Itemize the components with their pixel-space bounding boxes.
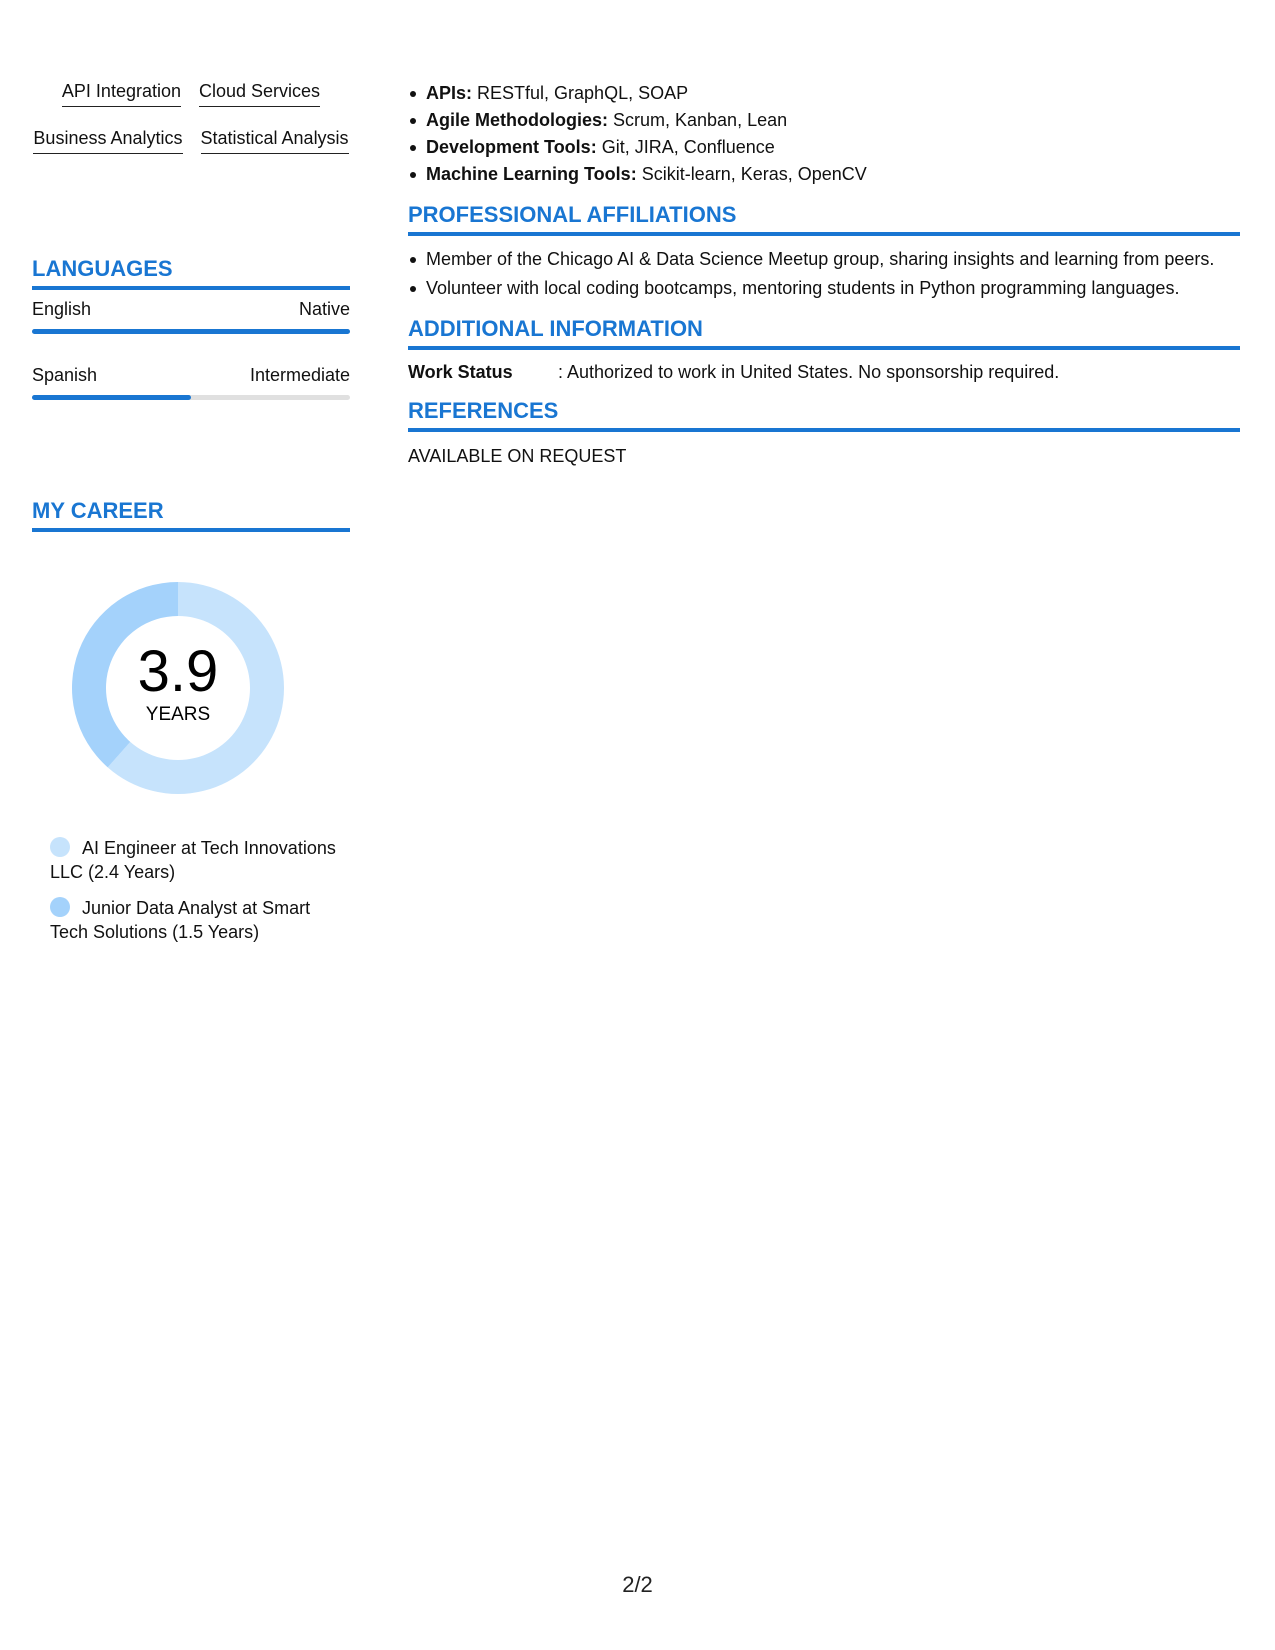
language-proficiency-bar [32, 395, 350, 400]
language-level: Native [298, 299, 350, 319]
legend-item [50, 836, 350, 884]
tool-label: Development Tools: [426, 137, 597, 157]
language-proficiency-fill [32, 329, 350, 334]
career-total [65, 640, 291, 726]
tool-value: Scikit-learn, Keras, OpenCV [636, 164, 867, 184]
tool-value: Git, JIRA, Confluence [596, 137, 775, 157]
language-level: Intermediate [249, 365, 350, 385]
career-legend [50, 836, 350, 956]
languages-heading: LANGUAGES [32, 256, 350, 290]
tools-list [408, 80, 1240, 188]
references-text: AVAILABLE ON REQUEST [408, 446, 627, 466]
work-status-row [408, 360, 1240, 384]
tool-item [426, 107, 1240, 134]
career-total-unit: YEARS [145, 704, 211, 725]
language-proficiency-bar [32, 329, 350, 334]
legend-item [50, 896, 350, 944]
tool-value: RESTful, GraphQL, SOAP [472, 83, 689, 103]
language-item [32, 364, 350, 400]
work-status-label: Work Status [408, 362, 513, 382]
affiliations-list [408, 246, 1240, 302]
affiliations-section [408, 202, 1240, 302]
affiliation-item: Member of the Chicago AI & Data Science Meetup group, sharing insights and learning from peers. [426, 246, 1240, 273]
work-status-value: : Authorized to work in United States. No sponsorship required. [558, 362, 1060, 382]
affiliation-item: Volunteer with local coding bootcamps, mentoring students in Python programming languages. [426, 275, 1240, 302]
tool-item [426, 80, 1240, 107]
skill-tag: Cloud Services [199, 80, 320, 107]
tool-item [426, 134, 1240, 161]
affiliations-heading: PROFESSIONAL AFFILIATIONS [408, 202, 1240, 236]
skill-tag: Business Analytics [33, 127, 182, 154]
language-proficiency-fill [32, 395, 191, 400]
skill-tag: Statistical Analysis [201, 127, 349, 154]
tool-item [426, 161, 1240, 188]
references-section [408, 398, 1240, 468]
references-heading: REFERENCES [408, 398, 1240, 432]
career-total-years: 3.9 [137, 639, 219, 704]
additional-info-heading: ADDITIONAL INFORMATION [408, 316, 1240, 350]
tool-value: Scrum, Kanban, Lean [608, 110, 788, 130]
tool-label: APIs: [426, 83, 473, 103]
page-number: 2/2 [622, 1572, 653, 1597]
right-column [408, 80, 1240, 468]
legend-swatch [50, 837, 70, 857]
legend-label: Junior Data Analyst at Smart Tech Solutions (1.5 Years) [50, 898, 311, 942]
language-name: Spanish [32, 365, 98, 385]
language-item [32, 298, 350, 334]
left-column [32, 80, 350, 942]
legend-label: AI Engineer at Tech Innovations LLC (2.4 Years) [50, 838, 336, 882]
tool-label: Machine Learning Tools: [426, 164, 637, 184]
tool-label: Agile Methodologies: [426, 110, 608, 130]
skill-tag: API Integration [62, 80, 181, 107]
career-heading: MY CAREER [32, 498, 350, 532]
legend-swatch [50, 897, 70, 917]
language-name: English [32, 299, 92, 319]
skills-tags [32, 80, 350, 154]
additional-info-section [408, 316, 1240, 384]
